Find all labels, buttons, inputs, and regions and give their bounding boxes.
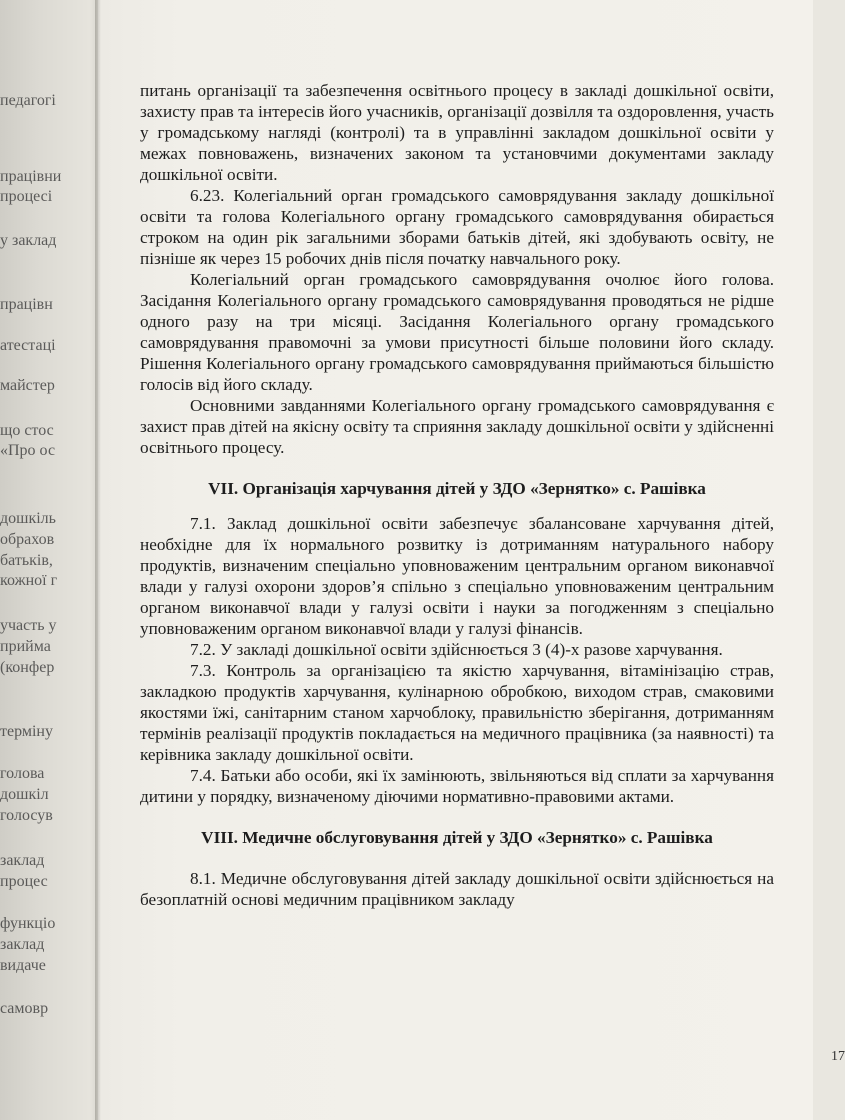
left-fragment: процесі (0, 188, 53, 205)
left-fragment: процес (0, 873, 48, 890)
document-body (140, 80, 774, 910)
paragraph-council-tasks: Основними завданнями Колегіального органу громадського самоврядування є захист прав дітей на якісну освіту та сприяння закладу дошкільної освіти у здійсненні освітнього процесу. (140, 396, 774, 457)
page-number: 17 (831, 1049, 845, 1064)
left-fragment: «Про ос (0, 442, 56, 459)
left-fragment: самовр (0, 1000, 49, 1017)
document-page (100, 0, 845, 1120)
paragraph-council-head: Колегіальний орган громадського самоврядування очолює його голова. Засідання Колегіального органу громадського самоврядування проводяться не рідше одного разу на три місяці. Засідання Колегіального органу громадського самоврядування правомочні за умови присутності більше половини його складу. Рішення Колегіального органу громадського самоврядування приймаються більшістю голосів від його складу. (140, 270, 774, 394)
spacer (140, 807, 774, 827)
spacer (140, 458, 774, 478)
left-fragment: заклад (0, 852, 45, 869)
left-fragment: участь у (0, 617, 57, 634)
left-fragment: прийма (0, 638, 51, 655)
left-fragment: заклад (0, 936, 45, 953)
left-fragment: майстер (0, 377, 55, 394)
paragraph-7-1: 7.1. Заклад дошкільної освіти забезпечує збалансоване харчування дітей, необхідне для їх нормального розвитку із дотриманням натурального набору продуктів, визначеним спеціально уповноваженим центральним органом виконавчої влади у галузі охорони здоров’я спільно з спеціально уповноваженим центральним органом виконавчої влади у галузі освіти і науки за погодженням з спеціально уповноваженим органом виконавчої влади у галузі фінансів. (140, 514, 774, 638)
section-heading-vii: VII. Організація харчування дітей у ЗДО «Зернятко» с. Рашівка (208, 479, 706, 498)
left-fragment: кожної г (0, 572, 58, 589)
spacer (140, 848, 774, 868)
left-fragment: голова (0, 765, 45, 782)
left-fragment: у заклад (0, 232, 57, 249)
paragraph-8-1: 8.1. Медичне обслуговування дітей закладу дошкільної освіти здійснюється на безоплатній основі медичним працівником закладу (140, 869, 774, 909)
left-fragment: голосув (0, 807, 53, 824)
left-fragment: батьків, (0, 552, 53, 569)
section-heading-viii: VIII. Медичне обслуговування дітей у ЗДО «Зернятко» с. Рашівка (201, 828, 713, 847)
paragraph-6-23: 6.23. Колегіальний орган громадського самоврядування закладу дошкільної освіти та голова Колегіального органу громадського самоврядування обирається строком на один рік загальними зборами батьків дітей, які здобувають освіту, не пізніше як через 15 робочих днів після початку навчального року. (140, 186, 774, 268)
left-fragment: (конфер (0, 659, 55, 676)
left-fragment: працівни (0, 168, 62, 185)
paragraph-7-3: 7.3. Контроль за організацією та якістю харчування, вітамінізацію страв, закладкою продуктів харчування, кулінарною обробкою, виходом страв, смаковими якостями їжі, санітарним станом харчоблоку, правильністю зберігання, дотриманням термінів реалізації продуктів покладається на медичного працівника (за наявності) та керівника закладу дошкільної освіти. (140, 661, 774, 764)
left-fragment: працівн (0, 296, 53, 313)
left-fragment: терміну (0, 723, 53, 740)
paragraph-continued: питань організації та забезпечення освітнього процесу в закладі дошкільної освіти, захисту прав та інтересів його учасників, організації дозвілля та оздоровлення, участь у громадському нагляді (контролі) та в управлінні закладом дошкільної освіти у межах повноважень, визначених законом та установчими документами закладу дошкільної освіти. (140, 81, 774, 184)
spacer (140, 499, 774, 513)
left-fragment: що стос (0, 422, 54, 439)
left-fragment: обрахов (0, 531, 55, 548)
adjacent-page (0, 0, 98, 1120)
left-fragment: атестаці (0, 337, 56, 354)
left-fragment: дошкіл (0, 786, 49, 803)
left-fragment: педагогі (0, 92, 56, 109)
left-fragment: дошкіль (0, 510, 56, 527)
left-fragment: видаче (0, 957, 46, 974)
paragraph-7-4: 7.4. Батьки або особи, які їх замінюють, звільняються від сплати за харчування дитини у порядку, визначеному діючими нормативно-правовими актами. (140, 766, 774, 806)
paragraph-7-2: 7.2. У закладі дошкільної освіти здійснюється 3 (4)-х разове харчування. (190, 640, 723, 659)
left-fragment: функціо (0, 915, 56, 932)
